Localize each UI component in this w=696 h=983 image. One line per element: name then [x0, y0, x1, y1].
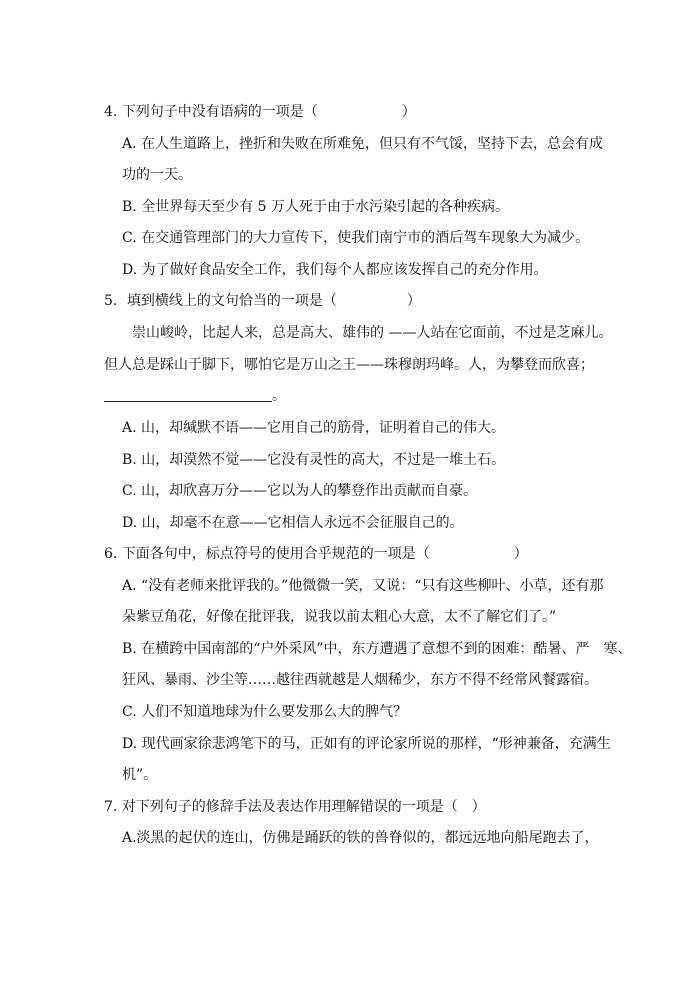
question-5-option-c: C. 山，却欣喜万分——它以为人的攀登作出贡献而自豪。 — [122, 483, 478, 499]
question-7-stem: 7. 对下列句子的修辞手法及表达作用理解错误的一项是（ ） — [104, 799, 486, 815]
question-6-stem: 6. 下面各句中，标点符号的使用合乎规范的一项是（ ） — [104, 546, 528, 562]
question-6-option-b: B. 在横跨中国南部的“户外采风”中，东方遭遇了意想不到的困难：酷暑、严 寒、 — [122, 641, 632, 657]
question-5-passage-end: 。 — [272, 388, 286, 404]
question-4-option-a-cont: 功的一天。 — [122, 167, 192, 183]
question-4-option-c: C. 在交通管理部门的大力宣传下，使我们南宁市的酒后驾车现象大为减少。 — [122, 230, 590, 246]
question-4-option-b: B. 全世界每天至少有 5 万人死于由于水污染引起的各种疾病。 — [122, 199, 509, 215]
answer-blank — [104, 387, 272, 402]
question-7-option-a: A.淡黑的起伏的连山，仿佛是踊跃的铁的兽脊似的，都远远地向船尾跑去了， — [122, 830, 599, 846]
question-5-stem: 5．填到横线上的文句恰当的一项是（ ） — [104, 293, 421, 309]
question-6-option-d: D. 现代画家徐悲鸿笔下的马，正如有的评论家所说的那样，“形神兼备，充满生 — [122, 736, 611, 752]
question-4-option-d: D. 为了做好食品安全工作，我们每个人都应该发挥自己的充分作用。 — [122, 262, 548, 278]
question-5-passage-line-1: 崇山峻岭，比起人来，总是高大、雄伟的 ——人站在它面前，不过是芝麻儿。 — [132, 325, 613, 341]
question-6-option-c: C. 人们不知道地球为什么要发那么大的脾气？ — [122, 704, 408, 720]
question-5-option-a: A. 山，却缄默不语——它用自己的筋骨，证明着自己的伟大。 — [122, 420, 506, 436]
question-6-option-b-cont: 狂风、暴雨、沙尘等……越往西就越是人烟稀少，东方不得不经常风餐露宿。 — [122, 672, 598, 688]
question-6-option-d-cont: 机”。 — [122, 767, 158, 783]
question-5-option-b: B. 山，却漠然不觉——它没有灵性的高大，不过是一堆土石。 — [122, 452, 506, 468]
question-4-option-a: A. 在人生道路上，挫折和失败在所难免，但只有不气馁，坚持下去，总会有成 — [122, 136, 604, 152]
question-6-option-a-cont: 朵紫豆角花，好像在批评我，说我以前太粗心大意，太不了解它们了。” — [122, 609, 557, 625]
question-4-stem: 4. 下列句子中没有语病的一项是（ ） — [104, 104, 416, 120]
question-5-option-d: D. 山，却毫不在意——它相信人永远不会征服自己的。 — [122, 515, 464, 531]
question-5-passage-line-2: 但人总是踩山于脚下，哪怕它是万山之王——珠穆朗玛峰。人，为攀登而欣喜； — [104, 357, 594, 373]
question-5-passage-line-3 — [104, 387, 286, 405]
question-6-option-a: A. “没有老师来批评我的。”他微微一笑，又说：“只有这些柳叶、小草，还有那 — [122, 578, 604, 594]
